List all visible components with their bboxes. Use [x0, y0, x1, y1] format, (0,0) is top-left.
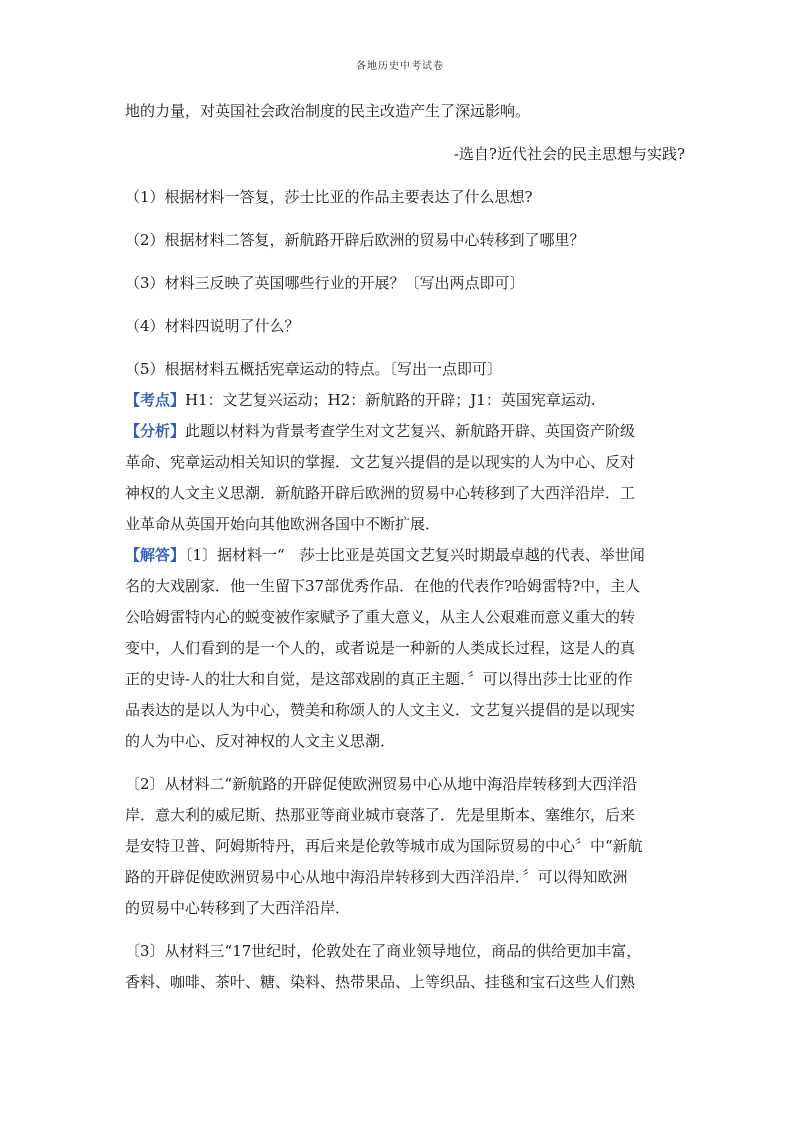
page-header: 各地历史中考试卷 [356, 61, 444, 72]
question-1: （1）根据材料一答复，莎士比亚的作品主要表达了什么思想? [125, 188, 533, 206]
jieda-line [125, 540, 685, 571]
question-4: （4）材料四说明了什么？ [125, 317, 300, 335]
text-line: 的贸易中心转移到了大西洋沿岸． [125, 899, 351, 917]
jieda-text: 〔1〕据材料一“ 莎士比亚是英国文艺复兴时期最卓越的代表、举世闻 [185, 546, 645, 564]
text-line: 革命、宪章运动相关知识的掌握．文艺复兴提倡的是以现实的人为中心、反对 [125, 453, 636, 471]
text-line: 品表达的是以人为中心，赞美和称颂人的人文主义．文艺复兴提倡的是以现实 [125, 701, 636, 719]
answer-3-line: 〔3〕从材料三“17世纪时，伦敦处在了商业领导地位，商品的供给更加丰富， [125, 942, 642, 960]
jieda-tag: 【解答】 [125, 546, 186, 564]
question-5: （5）根据材料五概括宪章运动的特点。〔写出一点即可〕 [125, 360, 503, 378]
kaodian-tag: 【考点】 [125, 391, 186, 409]
kaodian-text: H1：文艺复兴运动；H2：新航路的开辟；J1：英国宪章运动. [185, 391, 596, 409]
question-2: （2）根据材料二答复，新航路开辟后欧洲的贸易中心转移到了哪里？ [125, 231, 585, 249]
answer-2-line: 〔2〕从材料二“新航路的开辟促使欧洲贸易中心从地中海沿岸转移到大西洋沿 [125, 775, 638, 793]
question-3: （3）材料三反映了英国哪些行业的开展？〔写出两点即可〕 [125, 274, 525, 292]
text-line: 路的开辟促使欧洲贸易中心从地中海沿岸转移到大西洋沿岸．〞可以得知欧洲 [125, 868, 628, 886]
document-body [125, 96, 685, 998]
text-line: 的人为中心、反对神权的人文主义思潮． [125, 732, 396, 750]
source-citation: -选自?近代社会的民主思想与实践? [453, 145, 685, 163]
kaodian-line [125, 385, 685, 416]
text-line: 公哈姆雷特内心的蜕变被作家赋予了重大意义，从主人公艰难而意义重大的转 [125, 608, 636, 626]
text-line: 业革命从英国开始向其他欧洲各国中不断扩展． [125, 515, 441, 533]
text-line: 岸．意大利的威尼斯、热那亚等商业城市衰落了．先是里斯本、塞维尔，后来 [125, 806, 636, 824]
text-line: 变中，人们看到的是一个人的，或者说是一种新的人类成长过程，这是人的真 [125, 639, 636, 657]
text-line: 地的力量，对英国社会政治制度的民主改造产生了深远影响。 [125, 102, 531, 120]
text-line: 是安特卫普、阿姆斯特丹，再后来是伦敦等城市成为国际贸易的中心〞中“新航 [125, 837, 643, 855]
text-line: 香料、咖啡、茶叶、糖、染料、热带果品、上等织品、挂毯和宝石这些人们熟 [125, 973, 636, 991]
fenxi-tag: 【分析】 [125, 422, 186, 440]
text-line: 神权的人文主义思潮．新航路开辟后欧洲的贸易中心转移到了大西洋沿岸．工 [125, 484, 636, 502]
fenxi-text: 此题以材料为背景考查学生对文艺复兴、新航路开辟、英国资产阶级 [185, 422, 636, 440]
text-line: 正的史诗-人的壮大和自觉，是这部戏剧的真正主题．〞可以得出莎士比亚的作 [125, 670, 633, 688]
fenxi-line [125, 416, 685, 447]
text-line: 名的大戏剧家．他一生留下37部优秀作品．在他的代表作?哈姆雷特?中，主人 [125, 577, 641, 595]
